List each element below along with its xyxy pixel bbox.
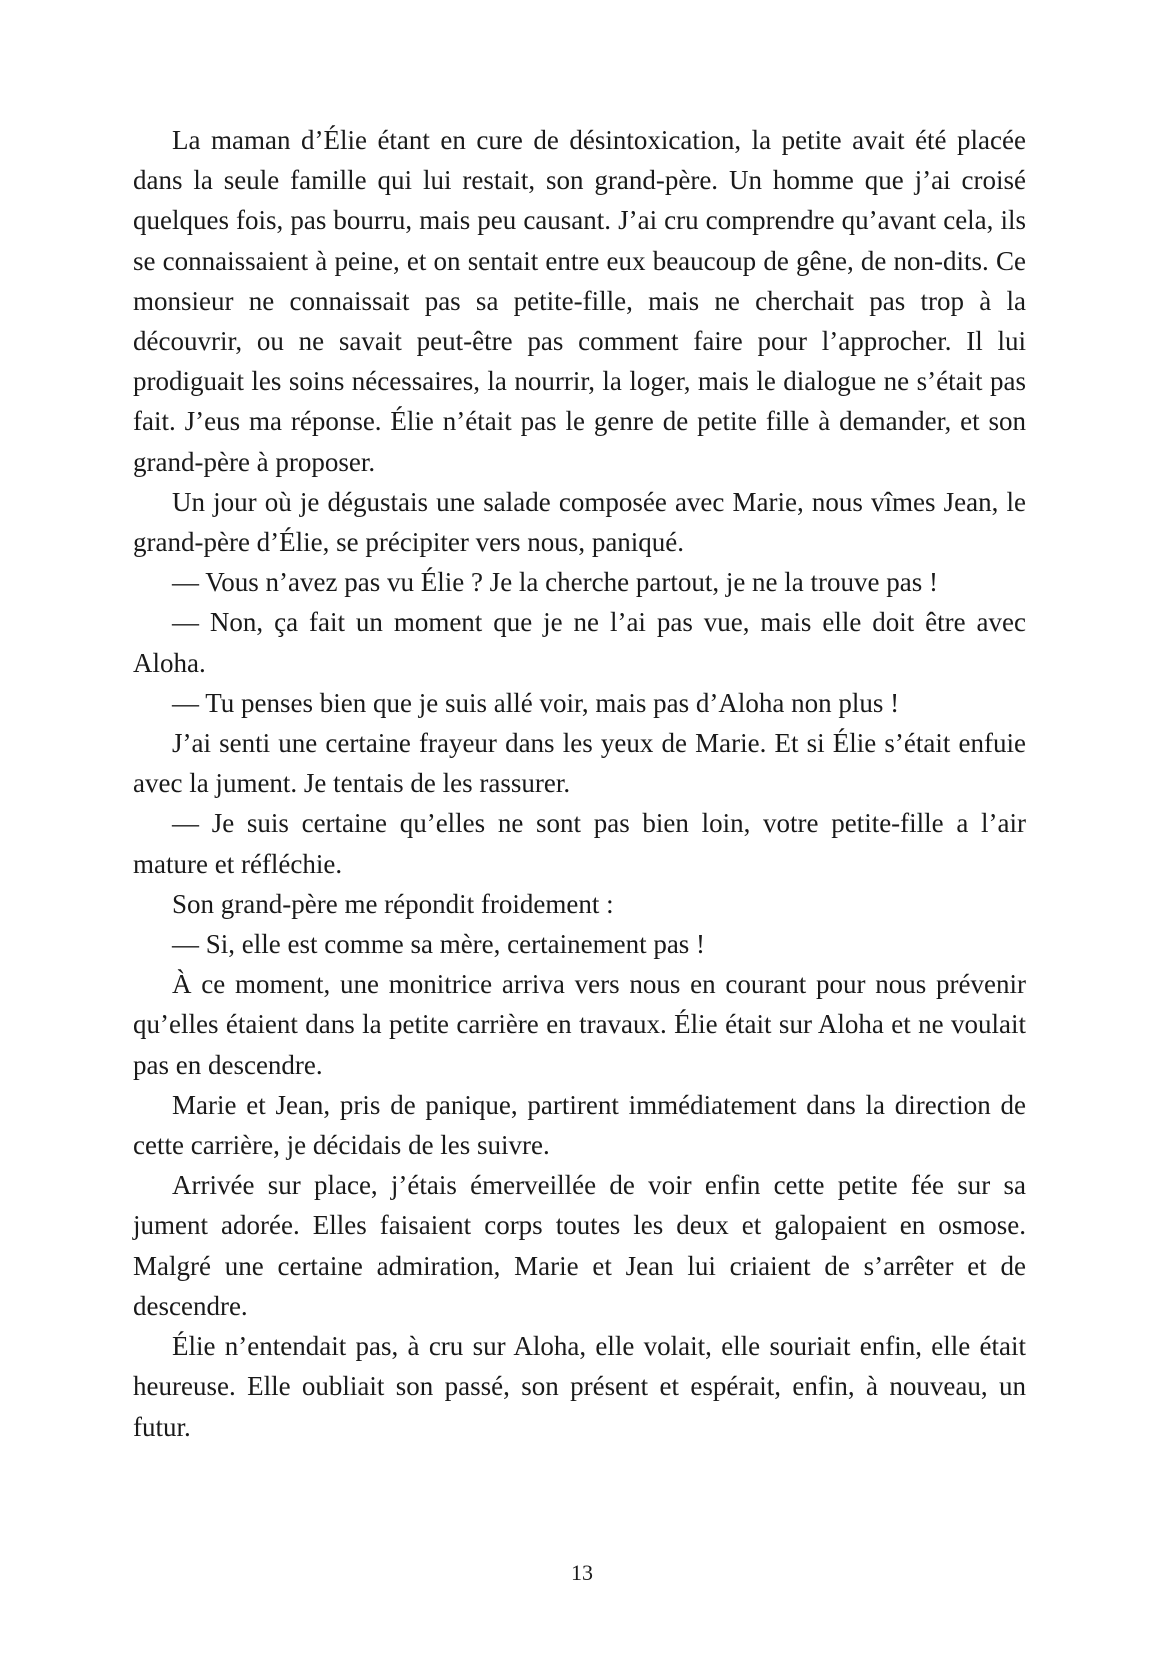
paragraph: Un jour où je dégustais une salade composée avec Marie, nous vîmes Jean, le grand-père d’Élie, se précipiter vers nous, paniqué. <box>133 486 1026 558</box>
dialogue-line: — Je suis certaine qu’elles ne sont pas bien loin, votre petite-fille a l’air mature et réfléchie. <box>133 808 1026 879</box>
page-number: 13 <box>571 1560 593 1585</box>
paragraph: Arrivée sur place, j’étais émerveillée de voir enfin cette petite fée sur sa jument adorée. Elles faisaient corps toutes les deux et galopaient en osmose. Malgré une certaine admiration, Marie et Jean lui criaient de s’arrêter et de descendre. <box>133 1170 1026 1321</box>
paragraph: Son grand-père me répondit froidement : <box>172 888 614 919</box>
dialogue-line: — Tu penses bien que je suis allé voir, mais pas d’Aloha non plus ! <box>172 687 900 718</box>
paragraph: Élie n’entendait pas, à cru sur Aloha, elle volait, elle souriait enfin, elle était heureuse. Elle oubliait son passé, son présent et espérait, enfin, à nouveau, un futur. <box>133 1331 1026 1442</box>
paragraph: J’ai senti une certaine frayeur dans les yeux de Marie. Et si Élie s’était enfuie avec la jument. Je tentais de les rassurer. <box>133 728 1026 799</box>
dialogue-line: — Non, ça fait un moment que je ne l’ai pas vue, mais elle doit être avec Aloha. <box>133 607 1026 678</box>
body-text <box>133 120 1026 1447</box>
paragraph: La maman d’Élie étant en cure de désintoxication, la petite avait été placée dans la seule famille qui lui restait, son grand-père. Un homme que j’ai croisé quelques fois, pas bourru, mais peu causant. J’ai cru comprendre qu’avant cela, ils se connaissaient à peine, et on sentait entre eux beaucoup de gêne, de non-dits. Ce monsieur ne connaissait pas sa petite-fille, mais ne cherchait pas trop à la découvrir, ou ne savait peut-être pas comment faire pour l’approcher. Il lui prodiguait les soins nécessaires, la nourrir, la loger, mais le dialogue ne s’était pas fait. J’eus ma réponse. Élie n’était pas le genre de petite fille à demander, et son grand-père à proposer. <box>133 125 1026 477</box>
paragraph: Marie et Jean, pris de panique, partirent immédiatement dans la direction de cette carrière, je décidais de les suivre. <box>133 1089 1026 1161</box>
dialogue-line: — Vous n’avez pas vu Élie ? Je la cherche partout, je ne la trouve pas ! <box>172 567 938 598</box>
paragraph: À ce moment, une monitrice arriva vers nous en courant pour nous prévenir qu’elles étaient dans la petite carrière en travaux. Élie était sur Aloha et ne voulait pas en descendre. <box>133 969 1026 1080</box>
dialogue-line: — Si, elle est comme sa mère, certainement pas ! <box>172 929 706 960</box>
